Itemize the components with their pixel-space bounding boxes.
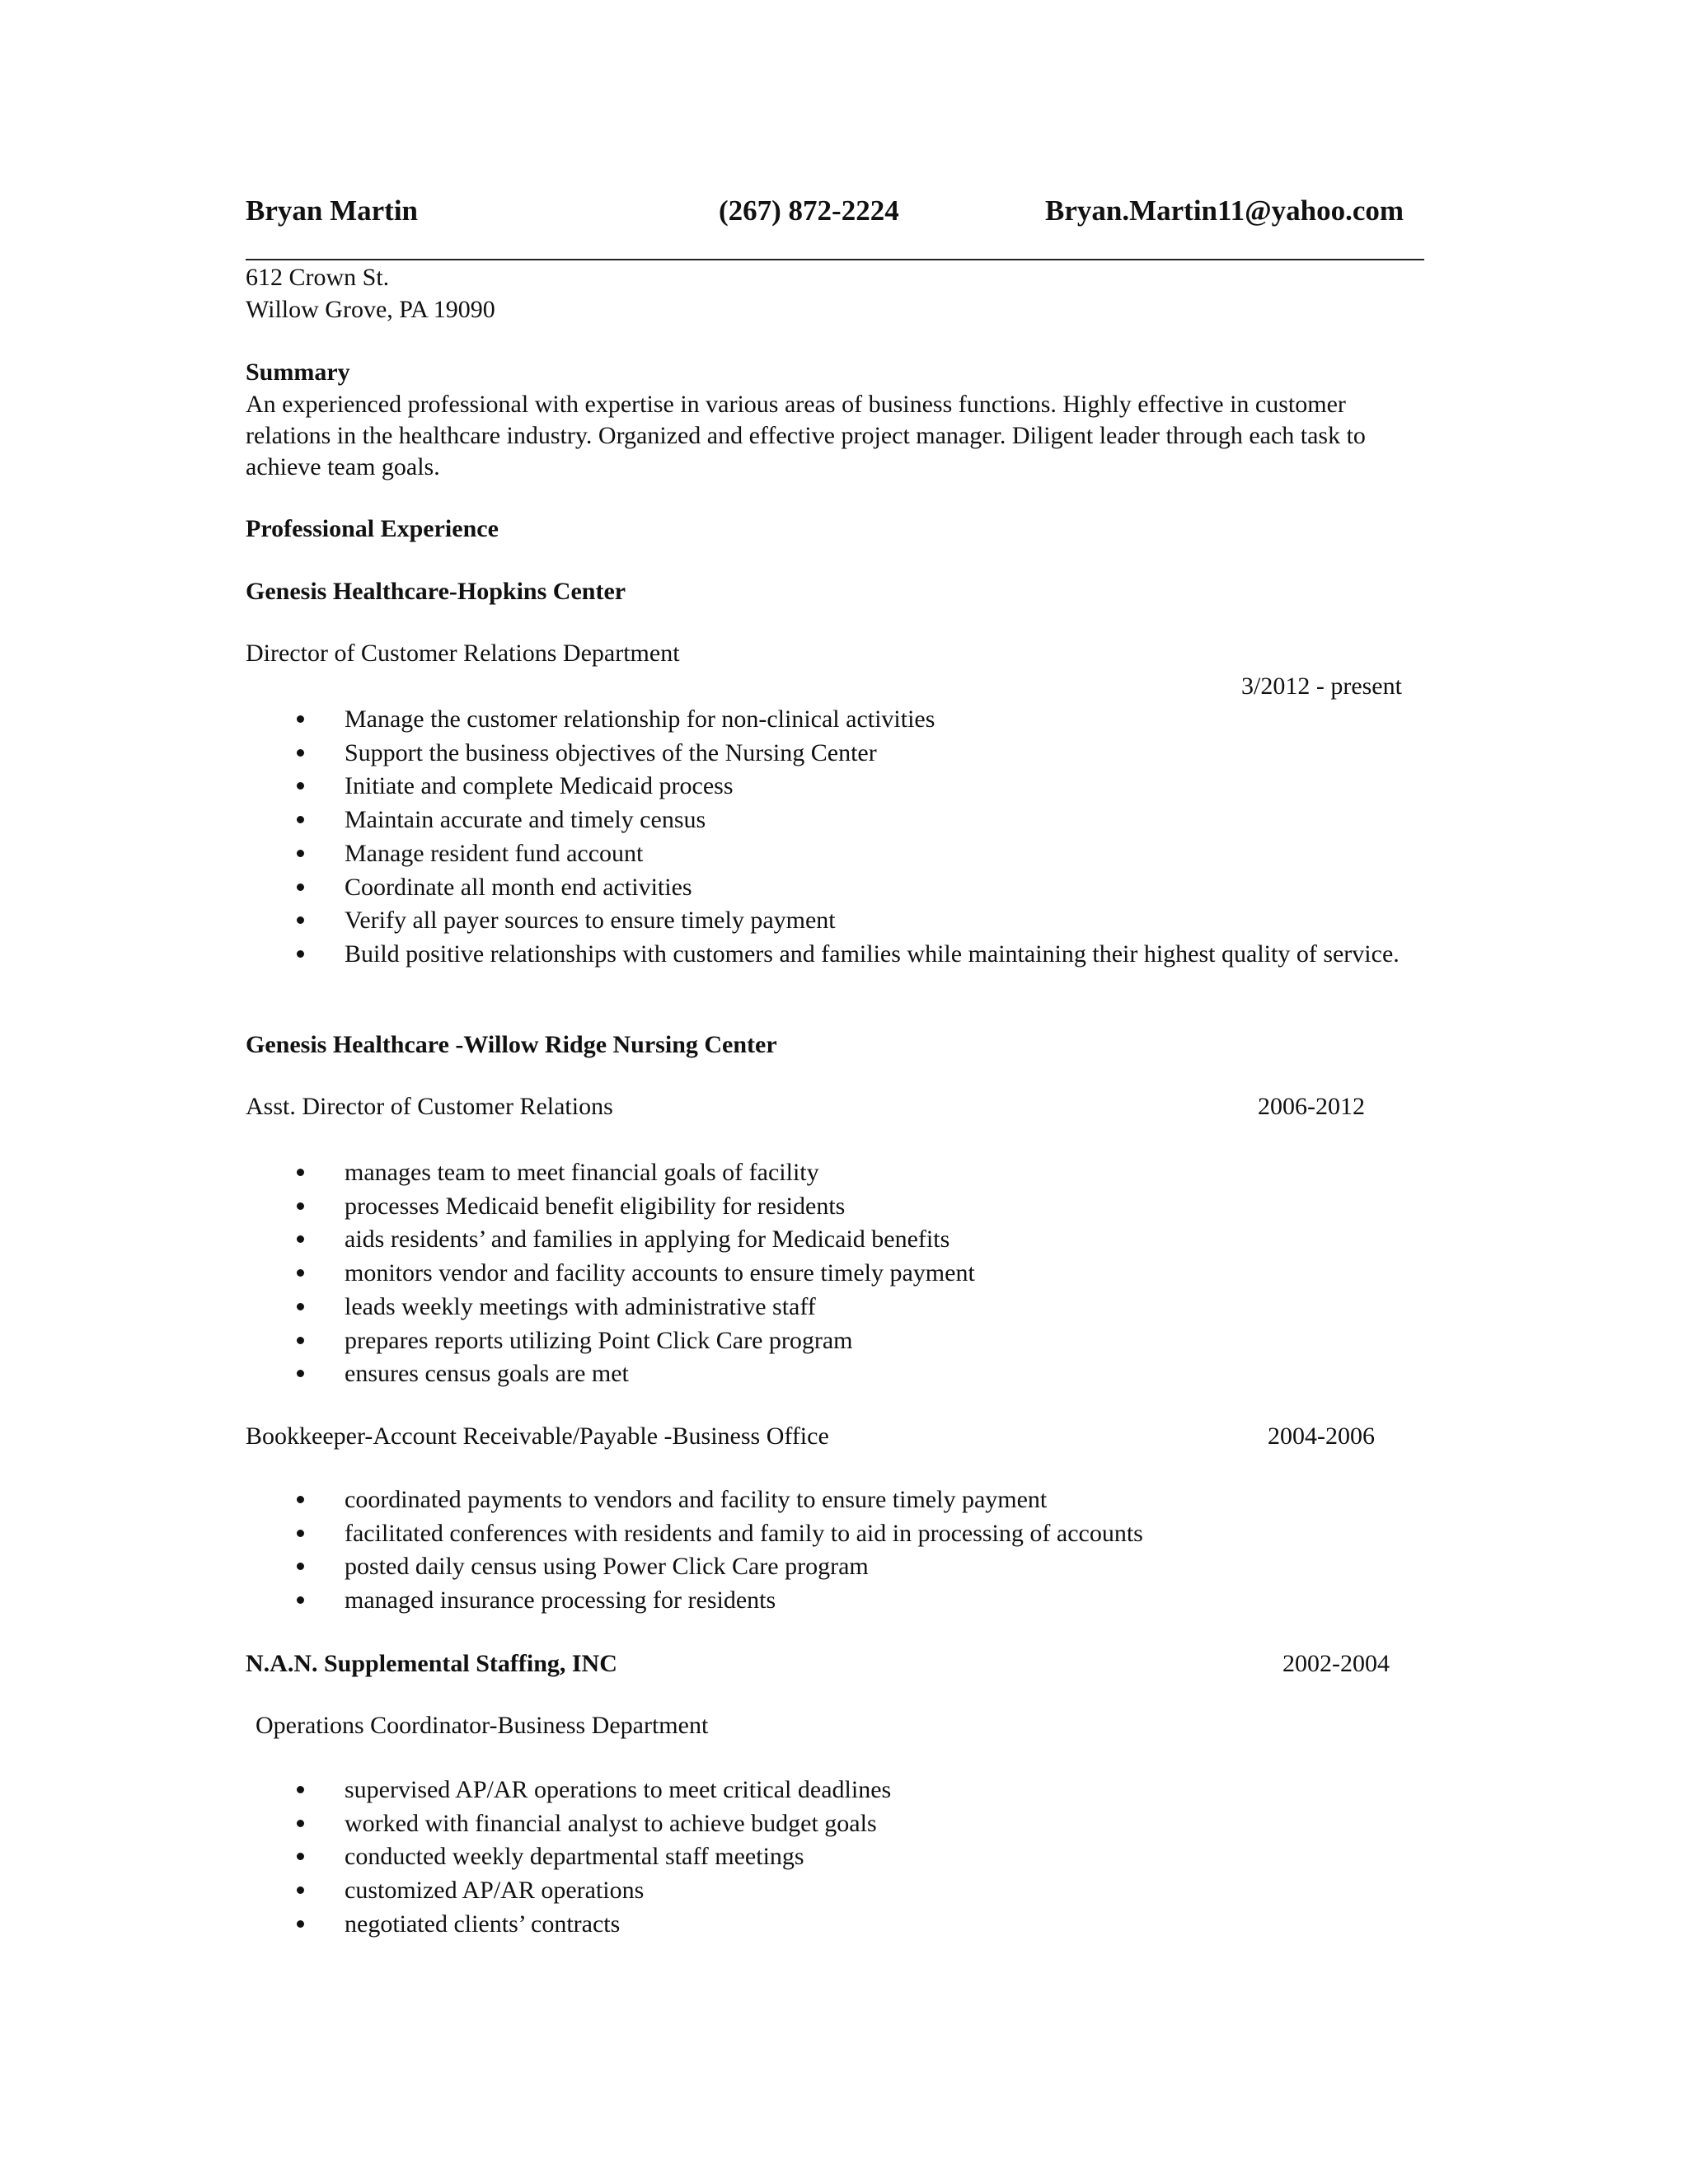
bullet-icon: [297, 1563, 304, 1570]
bullet-icon: [297, 1820, 304, 1827]
job-title: Director of Customer Relations Department: [246, 640, 680, 667]
bullet-icon: [297, 1202, 304, 1210]
bullet-icon: [297, 1269, 304, 1277]
list-item: leads weekly meetings with administrative staff: [297, 1291, 975, 1324]
list-item: aids residents’ and families in applying for Medicaid benefits: [297, 1223, 975, 1257]
list-item: facilitated conferences with residents and family to aid in processing of accounts: [297, 1517, 1143, 1551]
bullet-icon: [297, 816, 304, 823]
candidate-name: Bryan Martin: [246, 194, 419, 227]
bullet-icon: [297, 1530, 304, 1537]
bullet-icon: [297, 1886, 304, 1894]
list-item: Initiate and complete Medicaid process: [297, 770, 1432, 804]
list-item: Manage resident fund account: [297, 837, 1432, 871]
list-item: Verify all payer sources to ensure timely payment: [297, 904, 1432, 938]
phone-number: (267) 872-2224: [719, 194, 899, 227]
list-item: ensures census goals are met: [297, 1357, 975, 1391]
list-item: manages team to meet financial goals of facility: [297, 1156, 975, 1190]
bullet-icon: [297, 782, 304, 790]
list-item: supervised AP/AR operations to meet critical deadlines: [297, 1774, 891, 1807]
list-item: monitors vendor and facility accounts to ensure timely payment: [297, 1257, 975, 1291]
bullet-icon: [297, 1786, 304, 1793]
list-item: processes Medicaid benefit eligibility for residents: [297, 1190, 975, 1224]
bullet-icon: [297, 1303, 304, 1310]
job-bullet-list: [297, 1774, 891, 1942]
list-item: negotiated clients’ contracts: [297, 1908, 891, 1942]
job-dates: 3/2012 - present: [1241, 673, 1402, 700]
list-item: managed insurance processing for residents: [297, 1584, 1143, 1618]
bullet-icon: [297, 1920, 304, 1928]
address-street: 612 Crown St.: [246, 264, 390, 291]
job-company: Genesis Healthcare-Hopkins Center: [246, 578, 626, 605]
list-item: customized AP/AR operations: [297, 1874, 891, 1908]
job-bullet-list: [297, 1483, 1143, 1618]
header-divider: [246, 259, 1424, 260]
address-city: Willow Grove, PA 19090: [246, 296, 495, 323]
list-item: worked with financial analyst to achieve budget goals: [297, 1807, 891, 1841]
job-dates: 2004-2006: [1268, 1422, 1375, 1450]
job-bullet-list: [297, 1156, 975, 1391]
list-item: coordinated payments to vendors and facility to ensure timely payment: [297, 1483, 1143, 1517]
email-address: Bryan.Martin11@yahoo.com: [1045, 194, 1404, 227]
bullet-icon: [297, 850, 304, 857]
bullet-icon: [297, 1596, 304, 1604]
job-company: Genesis Healthcare -Willow Ridge Nursing Center: [246, 1031, 777, 1058]
bullet-icon: [297, 749, 304, 757]
experience-heading: Professional Experience: [246, 515, 499, 542]
summary-text: An experienced professional with expertise in various areas of business functions. Highly effective in customer relations in the healthcare industry. Organized and effective project manager. Diligent leader through each task to achieve team goals.: [246, 391, 1366, 480]
list-item: conducted weekly departmental staff meetings: [297, 1840, 891, 1874]
bullet-icon: [297, 715, 304, 723]
bullet-icon: [297, 1853, 304, 1860]
list-item: Coordinate all month end activities: [297, 871, 1432, 905]
list-item: Manage the customer relationship for non-clinical activities: [297, 703, 1432, 737]
bullet-icon: [297, 1337, 304, 1344]
bullet-icon: [297, 1496, 304, 1503]
job-dates: 2002-2004: [1282, 1650, 1390, 1677]
bullet-icon: [297, 1169, 304, 1176]
bullet-icon: [297, 1235, 304, 1243]
list-item: posted daily census using Power Click Care program: [297, 1550, 1143, 1584]
bullet-icon: [297, 883, 304, 891]
job-title: Operations Coordinator-Business Department: [256, 1712, 709, 1739]
bullet-icon: [297, 950, 304, 958]
job-dates: 2006-2012: [1258, 1093, 1365, 1120]
list-item: prepares reports utilizing Point Click Care program: [297, 1324, 975, 1358]
job-title: Asst. Director of Customer Relations: [246, 1093, 613, 1120]
list-item: Support the business objectives of the Nursing Center: [297, 737, 1432, 771]
bullet-icon: [297, 1370, 304, 1377]
bullet-icon: [297, 916, 304, 924]
list-item: Build positive relationships with customers and families while maintaining their highest quality of service.: [297, 938, 1432, 972]
job-title: Bookkeeper-Account Receivable/Payable -Business Office: [246, 1422, 829, 1450]
job-company: N.A.N. Supplemental Staffing, INC: [246, 1650, 617, 1677]
summary-heading: Summary: [246, 359, 350, 386]
job-bullet-list: [297, 703, 1432, 972]
list-item: Maintain accurate and timely census: [297, 804, 1432, 837]
